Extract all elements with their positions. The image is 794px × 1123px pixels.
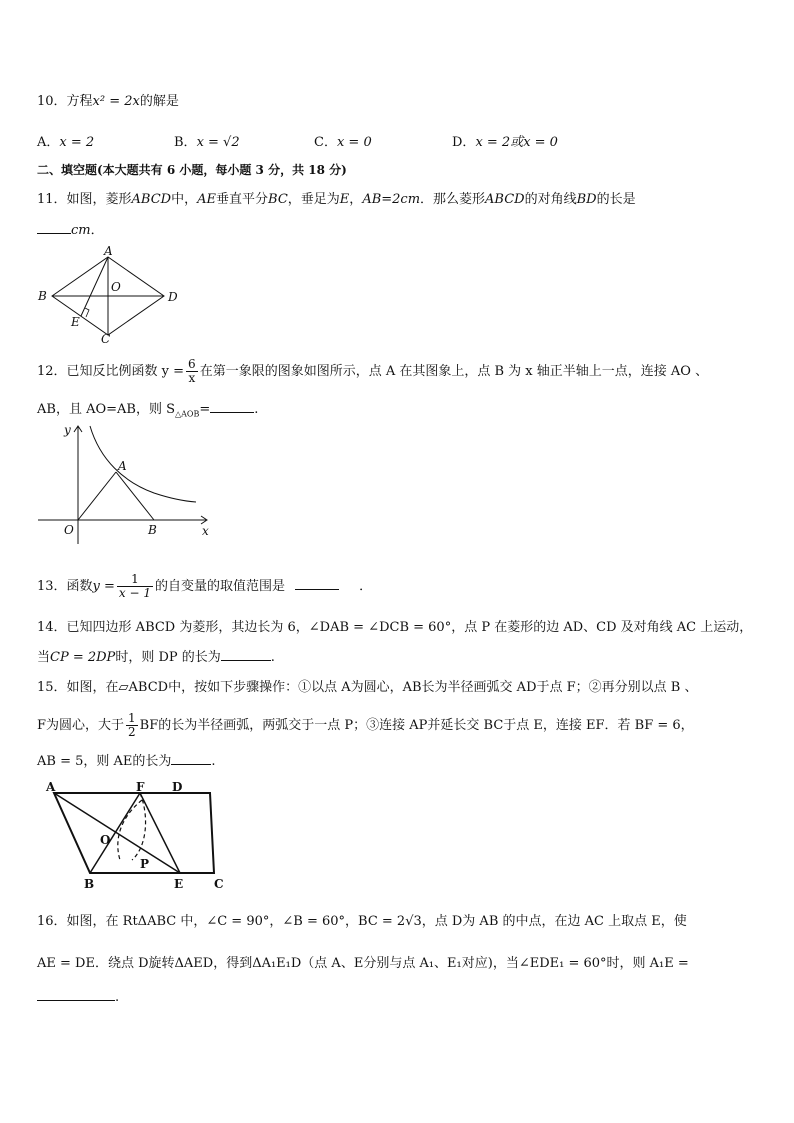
frac-den: 2 [128, 725, 136, 739]
q10-option-d [452, 131, 558, 150]
q16-line1: 16．如图，在 RtΔABC 中，∠C = 90°，∠B = 60°，BC = 2√3，点 D为 AB 的中点，在边 AC 上取点 E，使 [37, 914, 687, 929]
q13-end: ． [359, 579, 373, 594]
segment-bf [90, 793, 140, 873]
section-title: 二、填空题(本大题共有 6 小题，每小题 3 分，共 18 分) [37, 163, 347, 177]
q12-subscript: △AOB [175, 409, 200, 419]
option-label: A． [37, 135, 60, 150]
label-o: O [64, 523, 74, 537]
q12-text: AB，且 AO=AB，则 S [37, 402, 175, 417]
q10-option-b [174, 131, 240, 150]
label-e: E [174, 877, 184, 891]
answer-blank[interactable] [37, 988, 115, 1001]
q13-text: 的自变量的取值范围是 [155, 579, 286, 594]
option-label: B． [174, 135, 197, 150]
q11-text: ，垂足为 [287, 192, 340, 207]
q11-stem [37, 188, 636, 207]
q12-hyperbola-figure [34, 420, 214, 545]
q11-text: 的对角线 [524, 192, 577, 207]
label-x: x [202, 524, 209, 538]
q11-rhombus-figure [34, 245, 194, 345]
label-c: C [101, 332, 111, 345]
q13-stem [37, 573, 372, 600]
q13-math: y = [92, 579, 115, 594]
answer-blank[interactable] [37, 221, 71, 234]
q11-answer-line [37, 219, 104, 238]
right-angle-mark [85, 308, 89, 317]
label-b: B [148, 523, 157, 537]
segment-ao [78, 472, 116, 520]
label-d: D [172, 780, 183, 794]
q12-end: . [254, 402, 259, 417]
answer-blank[interactable] [171, 752, 211, 765]
option-text: x = 0 [336, 135, 372, 150]
answer-blank[interactable] [210, 400, 254, 413]
q12-text: 12．已知反比例函数 y = [37, 364, 185, 379]
q14-end: . [270, 650, 275, 665]
q13-text: 13．函数 [37, 579, 93, 594]
option-label: D． [452, 135, 476, 150]
frac-num: 6 [188, 357, 196, 371]
q11-text: ， [349, 192, 363, 207]
hyperbola-curve [90, 426, 196, 502]
label-d: D [168, 290, 178, 304]
frac-num: 1 [128, 711, 136, 725]
q11-text: 中， [171, 192, 198, 207]
q11-math: BC [268, 192, 288, 207]
q15-text: AB = 5，则 AE的长为 [37, 754, 172, 769]
q10-option-a [37, 131, 94, 150]
q11-end: ． [90, 223, 104, 238]
option-text: x = √2 [196, 135, 240, 150]
q14-line2 [37, 646, 275, 665]
q11-unit: cm [71, 223, 91, 238]
q11-math: AE [197, 192, 217, 207]
q11-math: ABCD [485, 192, 525, 207]
q11-math: E [339, 192, 350, 207]
q10-option-c [314, 131, 372, 150]
q12-stem [37, 358, 708, 385]
q11-text: 11．如图，菱形 [37, 192, 132, 207]
label-y: y [64, 423, 71, 437]
q16-answer-line [37, 988, 119, 1005]
label-e: E [71, 315, 80, 329]
option-text: x = 2或x = 0 [475, 135, 558, 150]
q15-fraction [126, 712, 138, 739]
label-p: P [140, 857, 150, 871]
q15-line3 [37, 750, 216, 769]
label-b: B [38, 289, 47, 303]
q16-line2: AE = DE．绕点 D旋转ΔAED，得到ΔA₁E₁D（点 A、E分别与点 A₁、E₁对应)，当∠EDE₁ = 60°时，则 A₁E = [37, 956, 689, 971]
q11-math: ABCD [131, 192, 172, 207]
q12-text: 在第一象限的图象如图所示，点 A 在其图象上，点 B 为 x 轴正半轴上一点，连接 AO 、 [199, 364, 709, 379]
q12-text: = [199, 402, 211, 417]
label-o: O [100, 833, 111, 847]
parallelogram-outline [54, 793, 214, 873]
q14-text: 时，则 DP 的长为 [115, 650, 221, 665]
q16-end: . [115, 990, 120, 1005]
frac-den: x − 1 [118, 586, 152, 600]
label-a: A [118, 459, 127, 473]
q11-math: BD [576, 192, 597, 207]
label-c: C [214, 877, 224, 891]
frac-den: x [188, 371, 196, 385]
q14-line1: 14．已知四边形 ABCD 为菱形，其边长为 6，∠DAB = ∠DCB = 60°，点 P 在菱形的边 AD、CD 及对角线 AC 上运动， [37, 620, 753, 635]
frac-num: 1 [117, 573, 153, 587]
label-a: A [46, 780, 56, 794]
q15-end: . [211, 754, 216, 769]
q10-prefix: 10．方程 [37, 94, 93, 109]
answer-blank[interactable] [221, 648, 271, 661]
q14-math: CP = 2DP [50, 650, 116, 665]
q14-text: 当 [37, 650, 51, 665]
q15-line2 [37, 712, 694, 739]
option-label: C． [314, 135, 337, 150]
q10-equation: x² = 2x [92, 94, 140, 109]
q10-stem [37, 90, 179, 109]
answer-blank[interactable] [295, 577, 339, 590]
q15-text: F为圆心，大于 [37, 718, 125, 733]
label-o: O [111, 280, 121, 294]
q10-suffix: 的解是 [139, 94, 179, 109]
q11-text: ．那么菱形 [420, 192, 486, 207]
option-text: x = 2 [59, 135, 95, 150]
q13-fraction [117, 573, 153, 600]
q15-parallelogram-figure [40, 778, 240, 893]
q12-fraction [186, 358, 198, 385]
q11-text: 的长是 [596, 192, 636, 207]
q12-line2 [37, 398, 258, 419]
q15-text: BF的长为半径画弧，两弧交于一点 P；③连接 AP并延长交 BC于点 E，连接 EF．若 BF = 6， [139, 718, 694, 733]
q15-line1: 15．如图，在▱ABCD中，按如下步骤操作：①以点 A为圆心，AB长为半径画弧交 AD于点 F；②再分别以点 B 、 [37, 680, 698, 695]
q11-math: AB=2cm [362, 192, 421, 207]
label-a: A [104, 245, 113, 258]
label-f: F [136, 780, 145, 794]
label-b: B [84, 877, 95, 891]
q11-text: 垂直平分 [216, 192, 269, 207]
segment-ab [116, 472, 154, 520]
